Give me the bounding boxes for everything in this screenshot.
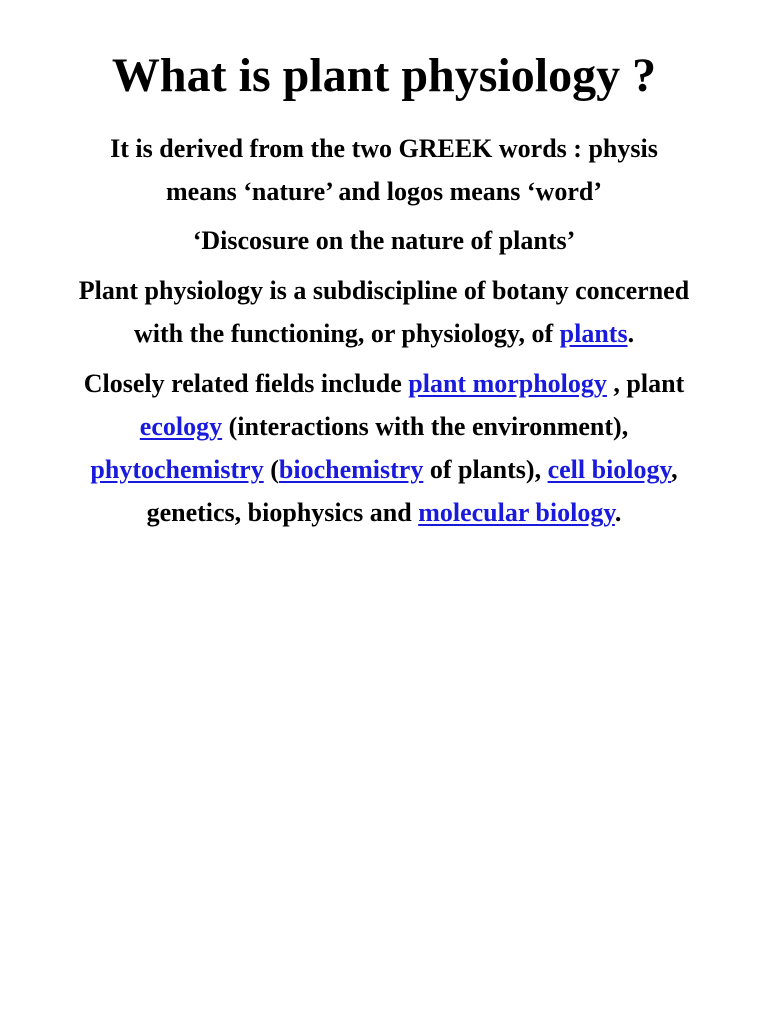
related-line-3-end: , (671, 455, 678, 484)
related-line-1-end: , plant (606, 369, 685, 398)
definition-line-2 (10, 312, 758, 355)
related-line-2-text: (interactions with the environment), (222, 412, 629, 441)
ecology-link[interactable]: ecology (139, 412, 223, 441)
related-line-3 (10, 448, 758, 491)
plant-morphology-link[interactable]: plant morphology (408, 369, 607, 398)
definition-line-1: Plant physiology is a subdiscipline of botany concerned (78, 276, 690, 305)
related-line-1-text: Closely related fields include (83, 369, 409, 398)
related-line-1 (10, 362, 758, 405)
related-line-4 (10, 491, 758, 534)
definition-paragraph (10, 269, 758, 355)
derivation-line-2: means ‘nature’ and logos means ‘word’ (166, 177, 602, 206)
related-fields-paragraph (10, 362, 758, 534)
discourse-text: ‘Discosure on the nature of plants’ (192, 226, 576, 255)
molecular-biology-link[interactable]: molecular biology (418, 498, 615, 527)
page-title: What is plant physiology ? (111, 49, 657, 102)
discourse-paragraph (10, 219, 758, 262)
definition-line-2-end: . (627, 319, 635, 348)
definition-line-2-text: with the functioning, or physiology, of (133, 319, 560, 348)
related-line-2 (10, 405, 758, 448)
phytochemistry-link[interactable]: phytochemistry (90, 455, 264, 484)
cell-biology-link[interactable]: cell biology (547, 455, 672, 484)
related-line-3-open: ( (263, 455, 279, 484)
related-line-4-end: . (614, 498, 622, 527)
derivation-paragraph (10, 127, 758, 213)
related-line-4-text: genetics, biophysics and (146, 498, 419, 527)
biochemistry-link[interactable]: biochemistry (278, 455, 424, 484)
plants-link[interactable]: plants (559, 319, 628, 348)
related-line-3-mid: of plants), (423, 455, 548, 484)
derivation-line-1: It is derived from the two GREEK words : physis (110, 134, 658, 163)
